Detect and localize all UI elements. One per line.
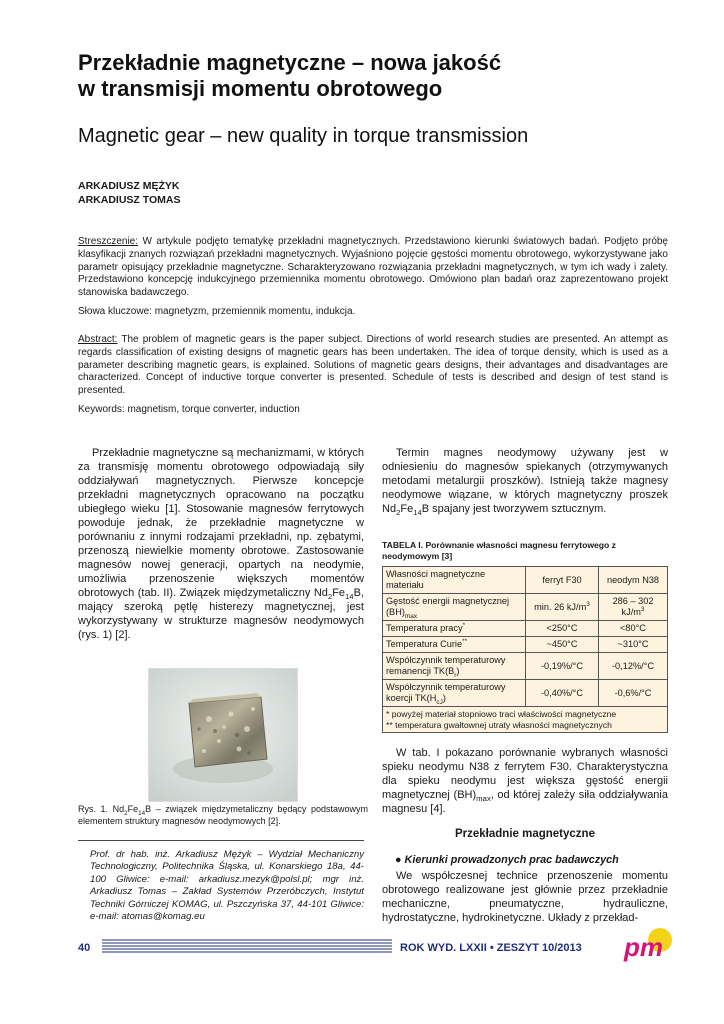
footnote-rule [78, 840, 364, 841]
table-cell-f30: ~450°C [526, 637, 599, 653]
table-row [383, 621, 668, 637]
streszczenie-label: Streszczenie: [78, 236, 139, 247]
authors [78, 179, 180, 207]
table-cell-f30: -0,19%/°C [526, 653, 599, 680]
right-p1-fe: Fe [400, 503, 414, 515]
svg-text:pm: pm [624, 932, 663, 962]
figure-caption [78, 804, 368, 827]
table-cell-property: Temperatura pracy* [383, 621, 526, 637]
bullet-icon: ● [395, 854, 405, 866]
left-p1-sub2: 14 [345, 592, 354, 602]
table-row [383, 680, 668, 707]
keywords: Keywords: magnetism, torque converter, induction [78, 404, 300, 415]
title-english: Magnetic gear – new quality in torque transmission [78, 125, 529, 147]
table-cell-n38: ~310°C [599, 637, 668, 653]
caption-part-b: B – związek międzymetaliczny będący podstawowym elementem struktury magnesów neodymowych [2]. [78, 804, 369, 826]
slowa-kluczowe: Słowa kluczowe: magnetyzm, przemiennik momentu, indukcja. [78, 306, 356, 317]
caption-sub1: 2 [124, 809, 128, 817]
author-2: ARKADIUSZ TOMAS [78, 194, 181, 206]
table-caption: TABELA I. Porównanie własności magnesu ferrytowego z neodymowym [3] [382, 540, 616, 561]
table-cell-property: Współczynnik temperaturowy remanencji $TK(B_r)$ [383, 653, 526, 680]
right-p2-part-b: , od której zależy siła oddziaływania magnesu [4]. [382, 789, 668, 815]
table-header-property: Własności magnetyczne materiału [383, 567, 526, 594]
section-heading: Przekładnie magnetyczne [455, 828, 595, 840]
issue-label: ROK WYD. LXXII • ZESZYT 10/2013 [400, 942, 582, 954]
table-cell-f30: <250°C [526, 621, 599, 637]
table-row [383, 637, 668, 653]
author-footnote: Prof. dr hab. inż. Arkadiusz Mężyk – Wydział Mechaniczny Technologiczny, Politechnika Śląska, ul. Konarskiego 18a, 44-100 Gliwice: e-mail: arkadiusz.mezyk@polsl.pl; mgr inż. Arkadiusz Tomas – Zakład Systemów Przeróbczych, Instytut Techniki Górniczej KOMAG, ul. Pszczyńska 37, 44-101 Gliwice: e-mail: atomas@komag.eu [90, 849, 364, 923]
table-cell-f30: min. 26 $kJ/m^3$ [526, 594, 599, 621]
subsection-heading [395, 854, 619, 866]
caption-part-a: Rys. 1. Nd [78, 804, 125, 814]
table-cell-n38: -0,6%/°C [599, 680, 668, 707]
right-paragraph-2 [382, 746, 668, 816]
photo-image [149, 669, 297, 801]
table-notes-row [383, 707, 668, 733]
title-polish-line1: Przekładnie magnetyczne – nowa jakość [78, 50, 502, 75]
table-header-n38: neodym N38 [599, 567, 668, 594]
streszczenie [78, 236, 668, 300]
figure-nd2fe14b-photo [148, 668, 298, 802]
right-paragraph-3: We współczesnej technice przenoszenie momentu obrotowego realizowane jest głównie przez przekładnie mechaniczne, pneumatyczne, hydrauliczne, hydrostatyczne, hydrokinetyczne. Układy z przekład- [382, 870, 668, 924]
abstract-label: Abstract: [78, 334, 118, 345]
journal-logo-icon [620, 926, 680, 966]
right-p2-sub: max [476, 794, 491, 804]
footer-rule-lines [102, 938, 392, 954]
table-row [383, 594, 668, 621]
table-row [383, 653, 668, 680]
table-cell-f30: -0,40%/°C [526, 680, 599, 707]
left-p1-sub1: 2 [327, 592, 333, 602]
right-p1-part-b: B spajany jest tworzywem sztucznym. [421, 503, 607, 515]
left-p1-fe: Fe [332, 587, 346, 599]
right-p2-part-a: W tab. I pokazano porównanie wybranych własności spieku neodymu N38 z ferrytem F30. Charakterystyczna dla spieku neodymu jest większa gęstość energii magnetycznej (BH) [382, 747, 668, 801]
table-cell-property: Temperatura Curie** [383, 637, 526, 653]
right-p1-sub2: 14 [413, 508, 422, 518]
table-note-1: * powyżej materiał stopniowo traci właściwości magnetyczne [386, 709, 617, 719]
streszczenie-text: W artykule podjęto tematykę przekładni magnetycznych. Przedstawiono kierunki światowych badań. Podjęto próbę klasyfikacji znanych rozwiązań przekładni magnetycznych. Wyjaśniono pojęcie gęstości momentu obrotowego, wykorzystywane jako parametr opisujący przekładnie magnetyczne. Scharakteryzowano rozwiązania przekładni magnetycznych, w tym ich wady i zalety. Przedstawiono koncepcję indukcyjnego przemiennika momentu obrotowego. Omówiono plan badań oraz zaprezentowano projekt stanowiska badawczego. [78, 236, 668, 299]
title-polish-line2: w transmisji momentu obrotowego [78, 76, 443, 101]
caption-sub2: 14 [138, 809, 146, 817]
right-paragraph-1 [382, 446, 668, 516]
abstract [78, 334, 668, 398]
table-cell-property: Współczynnik temperaturowy koercji $TK(H_{cJ})$ [383, 680, 526, 707]
table-cell-property: Gęstość energii magnetycznej $(BH)_{max}$ [383, 594, 526, 621]
abstract-text: The problem of magnetic gears is the paper subject. Directions of world research studies are presented. An attempt as regards classification of existing designs of magnetic gears has been undertaken. The idea of torque density, which is used as a parameter describing magnetic gears, is explained. Solutions of magnetic gears designs, their advantages and disadvantages are characterized. Concept of inductive torque converter is presented. Schedule of tests is described and design of test stand is presented. [78, 334, 668, 397]
table-notes [383, 707, 668, 733]
properties-table [382, 566, 668, 733]
table-cell-n38: 286 – 302 $kJ/m^3$ [599, 594, 668, 621]
table-cell-n38: <80°C [599, 621, 668, 637]
left-p1-part-b: B, mający szeroką pętlę histerezy magnetycznej, jest wykorzystywany w strukturze magnesów neodymowych (rys. 1) [2]. [78, 587, 364, 641]
table-cell-n38: -0,12%/°C [599, 653, 668, 680]
author-1: ARKADIUSZ MĘŻYK [78, 180, 180, 192]
right-p1-sub1: 2 [396, 508, 401, 518]
table-note-2: ** temperatura gwałtownej utraty własności magnetycznych [386, 719, 612, 730]
table-header-f30: ferryt F30 [526, 567, 599, 594]
subsection-title: Kierunki prowadzonych prac badawczych [404, 854, 619, 866]
left-p1-part-a: Przekładnie magnetyczne są mechanizmami, w których za transmisję momentu obrotowego odpowiadają siły oddziaływań magnetycznych. Pierwsze koncepcje przekładni magnetycznych opracowano na początku ubiegłego wieku [1]. Stosowanie magnesów ferrytowych powoduje jednak, że przekładnie magnetyczne w porównaniu z innymi rodzajami przekładni, np. zębatymi, przenoszą niewielkie momenty obrotowe. Zastosowanie magnesów nowej generacji, opartych na neodymie, umożliwia przenoszenie większych momentów obrotowych (tab. II). Związek międzymetaliczny Nd [78, 447, 364, 599]
left-paragraph-1 [78, 446, 364, 642]
caption-fe: Fe [127, 804, 139, 814]
page-number: 40 [78, 942, 91, 954]
table-header-row [383, 567, 668, 594]
title-polish [78, 50, 658, 102]
right-p1-part-a: Termin magnes neodymowy używany jest w odniesieniu do magnesów spiekanych (otrzymywanych metodami metalurgii proszków). Istnieją także magnesy neodymowe wiązane, w których magnetyczny proszek Nd [382, 447, 668, 515]
